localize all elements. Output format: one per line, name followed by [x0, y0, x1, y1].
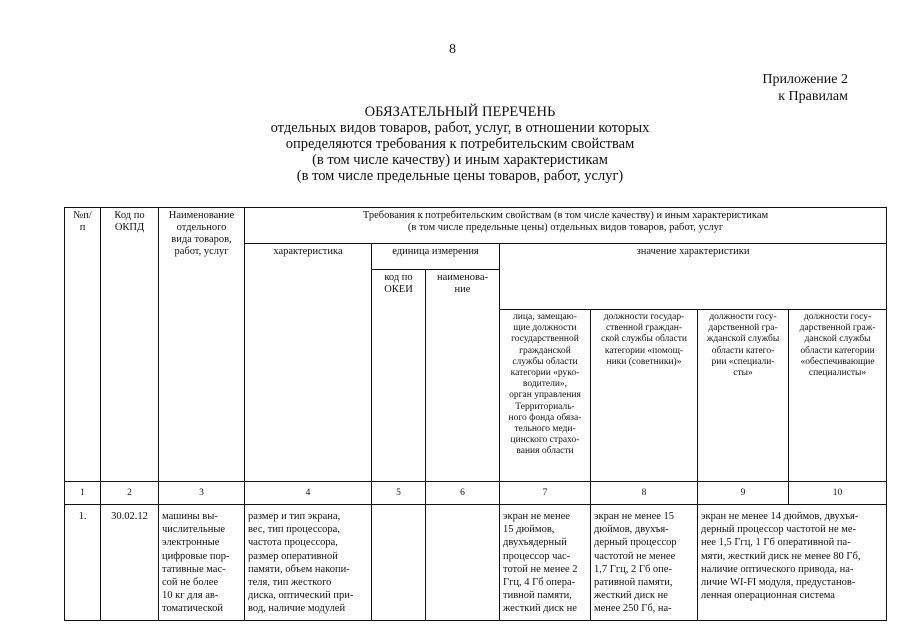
header-requirements: Требования к потребительским свойствам (в том числе качеству) и иным характеристикам (в том числе предельные цены) отдельных видов товаров, работ, услуг	[245, 208, 887, 244]
document-title	[200, 104, 720, 184]
column-number: 5	[372, 482, 426, 505]
column-number: 6	[426, 482, 500, 505]
appendix-line: к Правилам	[778, 89, 848, 104]
row-value-assistants: экран не менее 15 дюймов, двухъя- дерный процессор частотой не менее 1,7 Ггц, 2 Гб опе- ративной памяти, жесткий диск не менее 250 Гб, на-	[591, 505, 698, 621]
appendix-line: Приложение 2	[762, 72, 848, 87]
row-value-heads: экран не менее 15 дюймов, двухъядерный процессор час- тотой не менее 2 Ггц, 4 Гб опера- тивной памяти, жесткий диск не	[500, 505, 591, 621]
table-row	[65, 505, 887, 621]
title-line: определяются требования к потребительским свойствам	[285, 136, 635, 152]
title-line: (в том числе качеству) и иным характеристикам	[312, 152, 608, 168]
column-number: 4	[245, 482, 372, 505]
title-line: ОБЯЗАТЕЛЬНЫЙ ПЕРЕЧЕНЬ	[364, 104, 556, 120]
row-okei-code	[372, 505, 426, 621]
column-number: 7	[500, 482, 591, 505]
header-value: значение характеристики	[500, 244, 887, 310]
column-number: 1	[65, 482, 101, 505]
column-number: 9	[698, 482, 789, 505]
header-okpd-code: Код по ОКПД	[101, 208, 159, 482]
row-number: 1.	[65, 505, 101, 621]
requirements-table	[64, 207, 887, 621]
header-okei-code: код по ОКЕИ	[372, 270, 426, 482]
header-characteristic: характеристика	[245, 244, 372, 482]
header-category-heads: лица, замещаю- щие должности государственной гражданской службы области категории «руко- водители», орган управления Территориаль- ного фонда обяза- тельного меди- цинского страхо- вания области	[500, 310, 591, 482]
header-category-specialists: должности госу- дарственной гра- жданской службы области катего- рии «специали- сты»	[698, 310, 789, 482]
header-category-assistants: должности государ- ственной граждан- ской службы области категории «помощ- ники (советники)»	[591, 310, 698, 482]
header-unit: единица измерения	[372, 244, 500, 270]
header-unit-name: наименова- ние	[426, 270, 500, 482]
column-number: 8	[591, 482, 698, 505]
header-item-name: Наименование отдельного вида товаров, работ, услуг	[159, 208, 245, 482]
title-line: (в том числе предельные цены товаров, работ, услуг)	[296, 168, 624, 184]
appendix-reference	[762, 71, 848, 105]
row-characteristic: размер и тип экрана, вес, тип процессора, частота процессора, размер оперативной памяти, объем накопи- теля, тип жесткого диска, оптический при- вод, наличие модулей	[245, 505, 372, 621]
row-value-specialists: экран не менее 14 дюймов, двухъя- дерный процессор частотой не ме- нее 1,5 Ггц, 1 Гб оперативной па- мяти, жесткий диск не менее 80 Гб, наличие оптического привода, на- личие WI-FI модуля, предустанов- ленная операционная система	[698, 505, 887, 621]
title-line: отдельных видов товаров, работ, услуг, в отношении которых	[270, 120, 650, 136]
page-number: 8	[449, 42, 456, 57]
column-number: 3	[159, 482, 245, 505]
header-number: №п/ п	[65, 208, 101, 482]
row-item-name: машины вы- числительные электронные цифровые пор- тативные мас- сой не более 10 кг для ав- томатической	[159, 505, 245, 621]
row-unit-name	[426, 505, 500, 621]
row-okpd-code: 30.02.12	[101, 505, 159, 621]
column-number: 10	[789, 482, 887, 505]
header-category-support: должности госу- дарственной граж- данской службы области категории «обеспечивающие специалисты»	[789, 310, 887, 482]
column-number: 2	[101, 482, 159, 505]
